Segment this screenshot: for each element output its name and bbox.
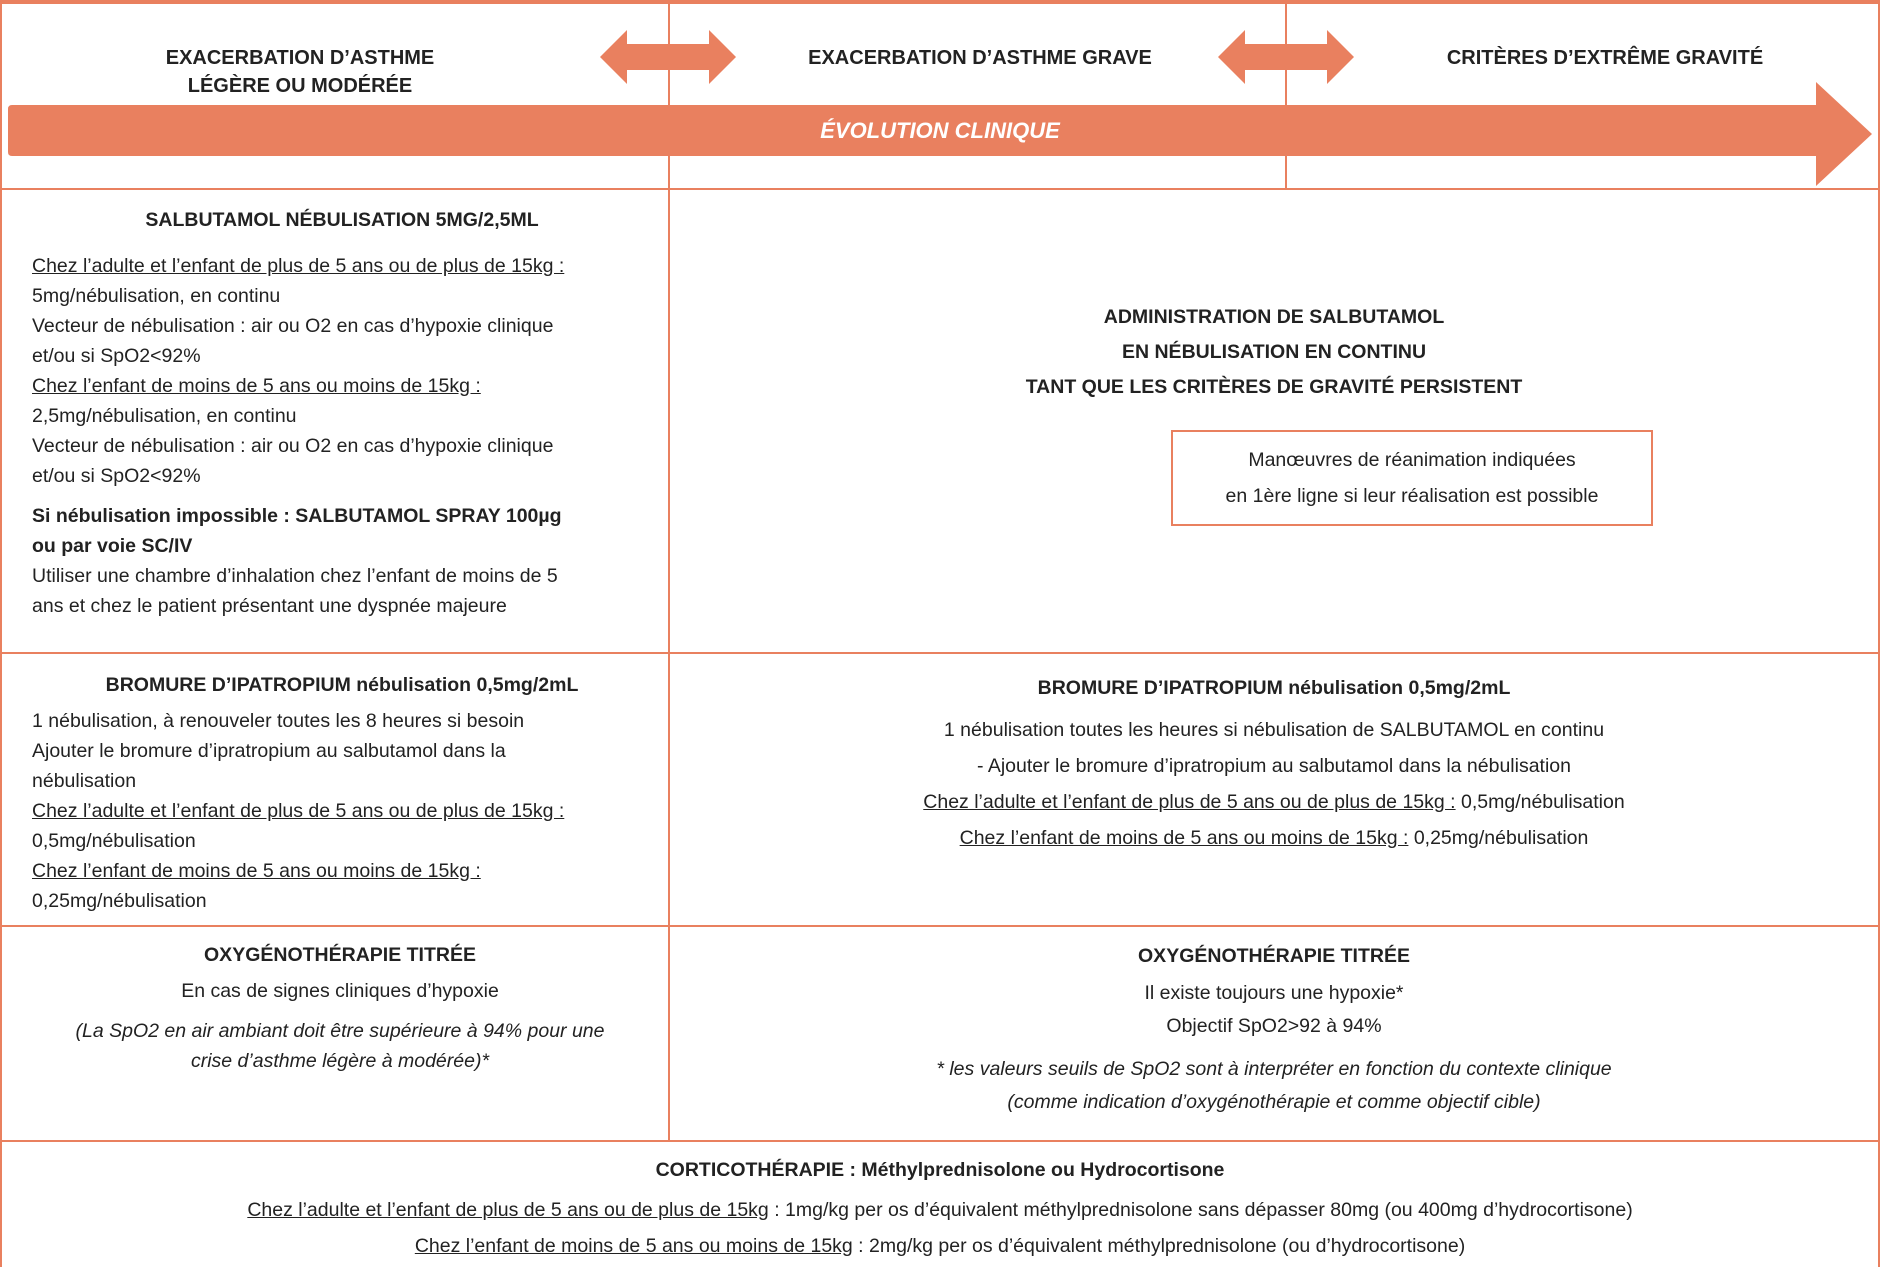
- salbutamol-title: SALBUTAMOL NÉBULISATION 5MG/2,5ML: [145, 209, 539, 231]
- salbutamol-right-line1: ADMINISTRATION DE SALBUTAMOL: [1103, 306, 1445, 328]
- cortico-child-text: : 2mg/kg per os d’équivalent méthylprednisolone (ou d’hydrocortisone): [852, 1235, 1466, 1257]
- salbutamol-right-cell: [670, 300, 1878, 405]
- bromure-left-line3: nébulisation: [32, 770, 137, 792]
- oxygen-left-note1: (La SpO2 en air ambiant doit être supérieure à 94% pour une: [75, 1020, 605, 1042]
- bromure-right-line2: - Ajouter le bromure d’ipratropium au salbutamol dans la nébulisation: [977, 755, 1571, 777]
- oxygen-left-title: OXYGÉNOTHÉRAPIE TITRÉE: [204, 944, 476, 966]
- bromure-left-adult-dose: 0,5mg/nébulisation: [32, 830, 196, 852]
- bromure-row-border: [0, 925, 1880, 927]
- salbutamol-row-border: [0, 652, 1880, 654]
- salbutamol-alt-text-2: ans et chez le patient présentant une dyspnée majeure: [32, 595, 507, 617]
- bromure-right-adult-dose: 0,5mg/nébulisation: [1455, 791, 1625, 813]
- oxygen-left-line1: En cas de signes cliniques d’hypoxie: [181, 980, 499, 1002]
- reanimation-line2: en 1ère ligne si leur réalisation est possible: [1225, 485, 1599, 507]
- salbutamol-left-cell: [32, 205, 652, 621]
- cortico-adult: [0, 1192, 1880, 1228]
- bromure-right-child-dose: 0,25mg/nébulisation: [1408, 827, 1589, 849]
- double-arrow-icon: [1218, 30, 1354, 84]
- salbutamol-alt-text-1: Utiliser une chambre d’inhalation chez l’enfant de moins de 5: [32, 565, 558, 587]
- double-arrow-icon: [600, 30, 736, 84]
- cortico-adult-text: : 1mg/kg per os d’équivalent méthylprednisolone sans dépasser 80mg (ou 400mg d’hydrocortisone): [768, 1199, 1633, 1221]
- bromure-right-child: [670, 820, 1878, 856]
- oxygen-left-cell: [20, 940, 660, 1076]
- salbutamol-child-dose: 2,5mg/nébulisation, en continu: [32, 405, 297, 427]
- oxygen-left-note2: crise d’asthme légère à modérée)*: [190, 1050, 490, 1072]
- bromure-right-title: BROMURE D’IPATROPIUM nébulisation 0,5mg/2mL: [1037, 677, 1511, 699]
- bromure-right-line1: 1 nébulisation toutes les heures si nébulisation de SALBUTAMOL en continu: [943, 719, 1605, 741]
- stage-severe: EXACERBATION D’ASTHME GRAVE: [808, 47, 1152, 69]
- bromure-left-child-dose: 0,25mg/nébulisation: [32, 890, 207, 912]
- salbutamol-adult-heading: Chez l’adulte et l’enfant de plus de 5 ans ou de plus de 15kg :: [32, 255, 565, 277]
- left-border: [0, 0, 2, 1267]
- salbutamol-adult-vector-1: Vecteur de nébulisation : air ou O2 en cas d’hypoxie clinique: [32, 315, 554, 337]
- salbutamol-child-heading: Chez l’enfant de moins de 5 ans ou moins de 15kg :: [32, 375, 481, 397]
- oxygen-right-line1: Il existe toujours une hypoxie*: [1144, 982, 1404, 1004]
- bromure-left-cell: [32, 670, 652, 916]
- salbutamol-alt-bold-1: Si nébulisation impossible : SALBUTAMOL SPRAY 100µg: [32, 505, 562, 527]
- salbutamol-adult-dose: 5mg/nébulisation, en continu: [32, 285, 281, 307]
- cortico-child-heading: Chez l’enfant de moins de 5 ans ou moins de 15kg: [414, 1235, 853, 1257]
- salbutamol-right-line2: EN NÉBULISATION EN CONTINU: [1121, 341, 1427, 363]
- salbutamol-alt-bold-2: ou par voie SC/IV: [32, 535, 193, 557]
- bromure-right-child-heading: Chez l’enfant de moins de 5 ans ou moins de 15kg :: [959, 827, 1409, 849]
- stage-mild-line2: LÉGÈRE OU MODÉRÉE: [187, 75, 413, 97]
- cortico-adult-heading: Chez l’adulte et l’enfant de plus de 5 ans ou de plus de 15kg: [247, 1199, 769, 1221]
- stage-mild-line1: EXACERBATION D’ASTHME: [165, 47, 435, 69]
- bromure-left-line1: 1 nébulisation, à renouveler toutes les 8 heures si besoin: [32, 710, 525, 732]
- oxygen-right-note2: (comme indication d’oxygénothérapie et comme objectif cible): [1007, 1091, 1541, 1113]
- oxygen-right-line2: Objectif SpO2>92 à 94%: [1166, 1015, 1382, 1037]
- salbutamol-right-line3: TANT QUE LES CRITÈRES DE GRAVITÉ PERSISTENT: [1025, 376, 1523, 398]
- oxygen-row-border: [0, 1140, 1880, 1142]
- oxygen-right-note1: * les valeurs seuils de SpO2 sont à interpréter en fonction du contexte clinique: [936, 1058, 1612, 1080]
- cortico-cell: [0, 1152, 1880, 1264]
- cortico-title: CORTICOTHÉRAPIE : Méthylprednisolone ou Hydrocortisone: [655, 1159, 1225, 1181]
- salbutamol-adult-vector-2: et/ou si SpO2<92%: [32, 345, 201, 367]
- bromure-right-cell: [670, 670, 1878, 856]
- bromure-right-adult-heading: Chez l’adulte et l’enfant de plus de 5 ans ou de plus de 15kg :: [923, 791, 1456, 813]
- oxygen-right-title: OXYGÉNOTHÉRAPIE TITRÉE: [1138, 945, 1410, 967]
- stage-extreme: CRITÈRES D’EXTRÊME GRAVITÉ: [1446, 47, 1764, 69]
- evolution-label: ÉVOLUTION CLINIQUE: [820, 118, 1060, 143]
- bromure-left-adult-heading: Chez l’adulte et l’enfant de plus de 5 ans ou de plus de 15kg :: [32, 800, 565, 822]
- salbutamol-child-vector-1: Vecteur de nébulisation : air ou O2 en cas d’hypoxie clinique: [32, 435, 554, 457]
- top-border: [0, 0, 1880, 4]
- salbutamol-child-vector-2: et/ou si SpO2<92%: [32, 465, 201, 487]
- oxygen-right-cell: [670, 940, 1878, 1119]
- bromure-right-adult: [670, 784, 1878, 820]
- cortico-child: [0, 1228, 1880, 1264]
- bromure-left-title: BROMURE D’IPATROPIUM nébulisation 0,5mg/2mL: [105, 674, 579, 696]
- reanimation-box: [1171, 430, 1653, 526]
- bromure-left-line2: Ajouter le bromure d’ipratropium au salbutamol dans la: [32, 740, 506, 762]
- bromure-left-child-heading: Chez l’enfant de moins de 5 ans ou moins de 15kg :: [32, 860, 481, 882]
- reanimation-line1: Manœuvres de réanimation indiquées: [1248, 449, 1576, 471]
